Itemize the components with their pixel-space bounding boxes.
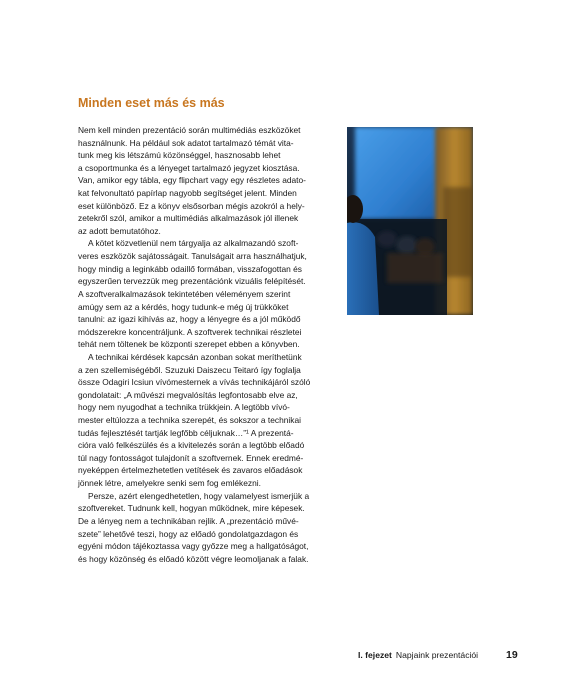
body-text <box>78 124 340 565</box>
conference-photo <box>347 127 473 315</box>
text-line: amúgy sem az a kérdés, hogy tudunk-e még új trükköket <box>78 301 289 312</box>
text-line: szoftvereket. Tudnunk kell, hogyan működnek, mire képesek. <box>78 503 305 514</box>
text-line: használnunk. Ha például sok adatot tartalmazó témát vita- <box>78 137 294 148</box>
text-line: a zen szellemiségéből. Szuzuki Daiszecu Teitaró így foglalja <box>78 364 301 375</box>
text-line: A szoftveralkalmazások tekintetében véleményem szerint <box>78 288 291 299</box>
text-line: cióra való felkészülés és a kivitelezés során a legtöbb előadó <box>78 440 305 451</box>
text-line: kat felvonultató papírlap nagyobb segítséget jelent. Minden <box>78 188 297 199</box>
chapter-subtitle: Napjaink prezentációi <box>395 650 479 660</box>
text-line: egyéni módon tájékoztassa vagy győzze meg a hallgatóságot, <box>78 541 309 552</box>
text-line: Van, amikor egy tábla, egy flipchart vagy egy részletes adato- <box>78 175 306 186</box>
text-line: A technikai kérdések kapcsán azonban sokat meríthetünk <box>88 351 302 362</box>
page-footer <box>358 649 518 664</box>
text-line: tanulni: az igazi kihívás az, hogy a lényegre és a jól működő <box>78 314 301 325</box>
text-line: zetekről szól, amikor a multimédiás alkalmazások jól illenek <box>78 213 299 224</box>
text-line: gondolatait: „A művészi megvalósítás legfontosabb elve az, <box>78 389 298 400</box>
conference-photo-graphic <box>347 127 473 315</box>
text-line: össze Odagiri Icsiun vívómesternek a vívás technikájáról szóló <box>78 377 311 388</box>
text-line: a csoportmunka és a lényeget tartalmazó jegyzet kiosztása. <box>78 162 300 173</box>
text-line: szete” lehetővé teszi, hogy az előadó gondolatgazdagon és <box>78 528 299 539</box>
section-heading: Minden eset más és más <box>78 96 225 110</box>
text-line: tunk meg kis létszámú közönséggel, hasznosabb lehet <box>78 150 281 161</box>
text-line: és hogy közönség és előadó között végre leomoljanak a falak. <box>78 553 309 564</box>
text-line: De a lényeg nem a technikában rejlik. A „prezentáció művé- <box>78 515 299 526</box>
text-line: A kötet közvetlenül nem tárgyalja az alkalmazandó szoft- <box>88 238 299 249</box>
text-line: eset különböző. Ez a könyv elsősorban mégis azokról a hely- <box>78 200 305 211</box>
text-line: az adott bemutatóhoz. <box>78 225 161 236</box>
text-line: túl nagy fontosságot tulajdonít a szoftvernek. Ennek eredmé- <box>78 452 304 463</box>
text-line: egyszerűen tervezzük meg prezentációnk vizuális felépítését. <box>78 276 306 287</box>
text-line: jönnek létre, amelyekre senki sem fog emlékezni. <box>78 478 261 489</box>
text-line: Nem kell minden prezentáció során multimédiás eszközöket <box>78 125 301 135</box>
text-line: módszerekre koncentráljunk. A szoftverek technikai részletei <box>78 326 302 337</box>
text-line: hogy mindig a leginkább odaillő formában, visszafogottan és <box>78 263 302 274</box>
text-line: hogy nem nyugodhat a technika trükkjein. A legtöbb vívó- <box>78 402 290 413</box>
text-line: tehát nem töltenek be központi szerepet ebben a könyvben. <box>78 339 300 350</box>
chapter-label: I. fejezet <box>358 650 392 660</box>
text-line: tudás fejlesztését tartják legfőbb céljuknak…”¹ A prezentá- <box>78 427 294 438</box>
text-line: mester eltúlozza a technika szerepét, és sokszor a technikai <box>78 415 301 426</box>
page-number: 19 <box>506 649 518 661</box>
text-line: veres eszközök sajátosságait. Tanulságait arra használhatjuk, <box>78 251 307 262</box>
text-line: Persze, azért elengedhetetlen, hogy valamelyest ismerjük a <box>88 490 310 501</box>
text-line: nyeképpen értelmezhetetlen vetítések és zavaros előadások <box>78 465 303 476</box>
